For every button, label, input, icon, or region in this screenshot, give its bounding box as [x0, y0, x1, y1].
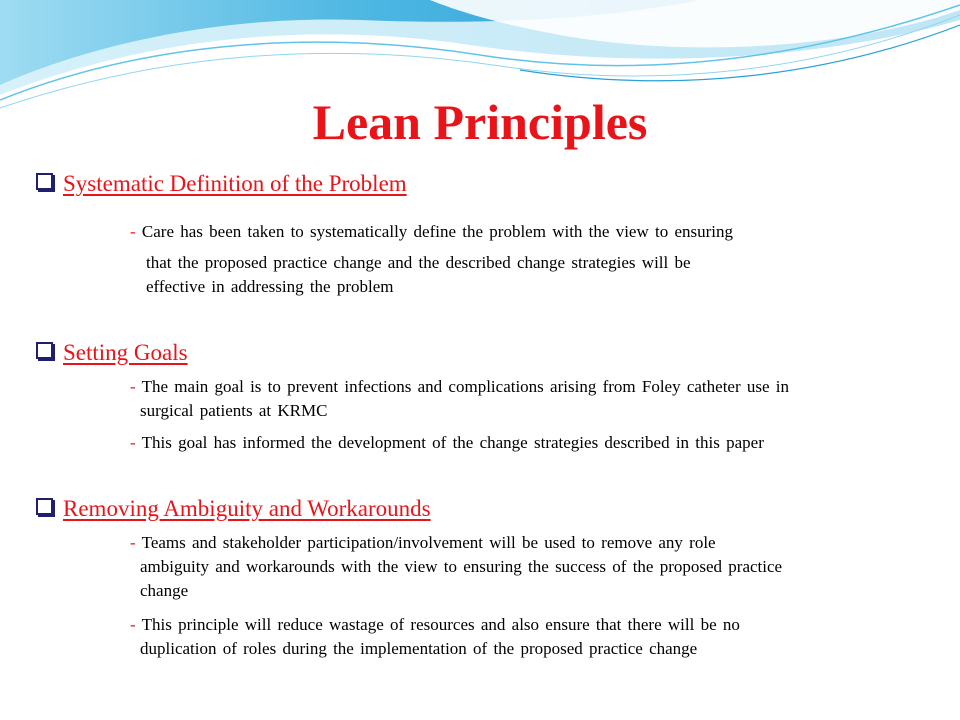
dash-bullet: - [130, 222, 136, 241]
checkbox-bullet-icon [36, 498, 53, 515]
point-line: Teams and stakeholder participation/involvement will be used to remove any role [141, 533, 716, 552]
point-line: duplication of roles during the implementation of the proposed practice change [140, 639, 698, 658]
section-heading-systematic-definition [36, 170, 407, 198]
section-heading-text: Setting Goals [63, 340, 188, 365]
section-heading-text: Removing Ambiguity and Workarounds [63, 496, 431, 521]
point-line: that the proposed practice change and the described change strategies will be [146, 253, 691, 272]
dash-bullet: - [130, 433, 136, 452]
checkbox-bullet-icon [36, 173, 53, 190]
dash-bullet: - [130, 615, 136, 634]
point-reduce-wastage [130, 613, 740, 661]
section-heading-setting-goals [36, 339, 188, 367]
point-line: This principle will reduce wastage of resources and also ensure that there will be no [141, 615, 740, 634]
point-goal-informed [130, 431, 764, 455]
dash-bullet: - [130, 377, 136, 396]
point-line: change [140, 581, 189, 600]
section-heading-text: Systematic Definition of the Problem [63, 171, 407, 196]
point-main-goal [130, 375, 789, 423]
point-line: Care has been taken to systematically define the problem with the view to ensuring [141, 222, 734, 241]
point-continuation [146, 251, 691, 299]
point-line: ambiguity and workarounds with the view to ensuring the success of the proposed practice [140, 557, 783, 576]
checkbox-bullet-icon [36, 342, 53, 359]
dash-bullet: - [130, 533, 136, 552]
point-line: This goal has informed the development of the change strategies described in this paper [141, 433, 764, 452]
point-line: effective in addressing the problem [146, 277, 394, 296]
point-line: The main goal is to prevent infections and complications arising from Foley catheter use in [141, 377, 790, 396]
point-teams-stakeholders [130, 531, 782, 603]
slide-title: Lean Principles [312, 94, 648, 150]
point-problem-definition [130, 220, 733, 244]
point-line: surgical patients at KRMC [140, 401, 328, 420]
section-heading-removing-ambiguity [36, 495, 431, 523]
